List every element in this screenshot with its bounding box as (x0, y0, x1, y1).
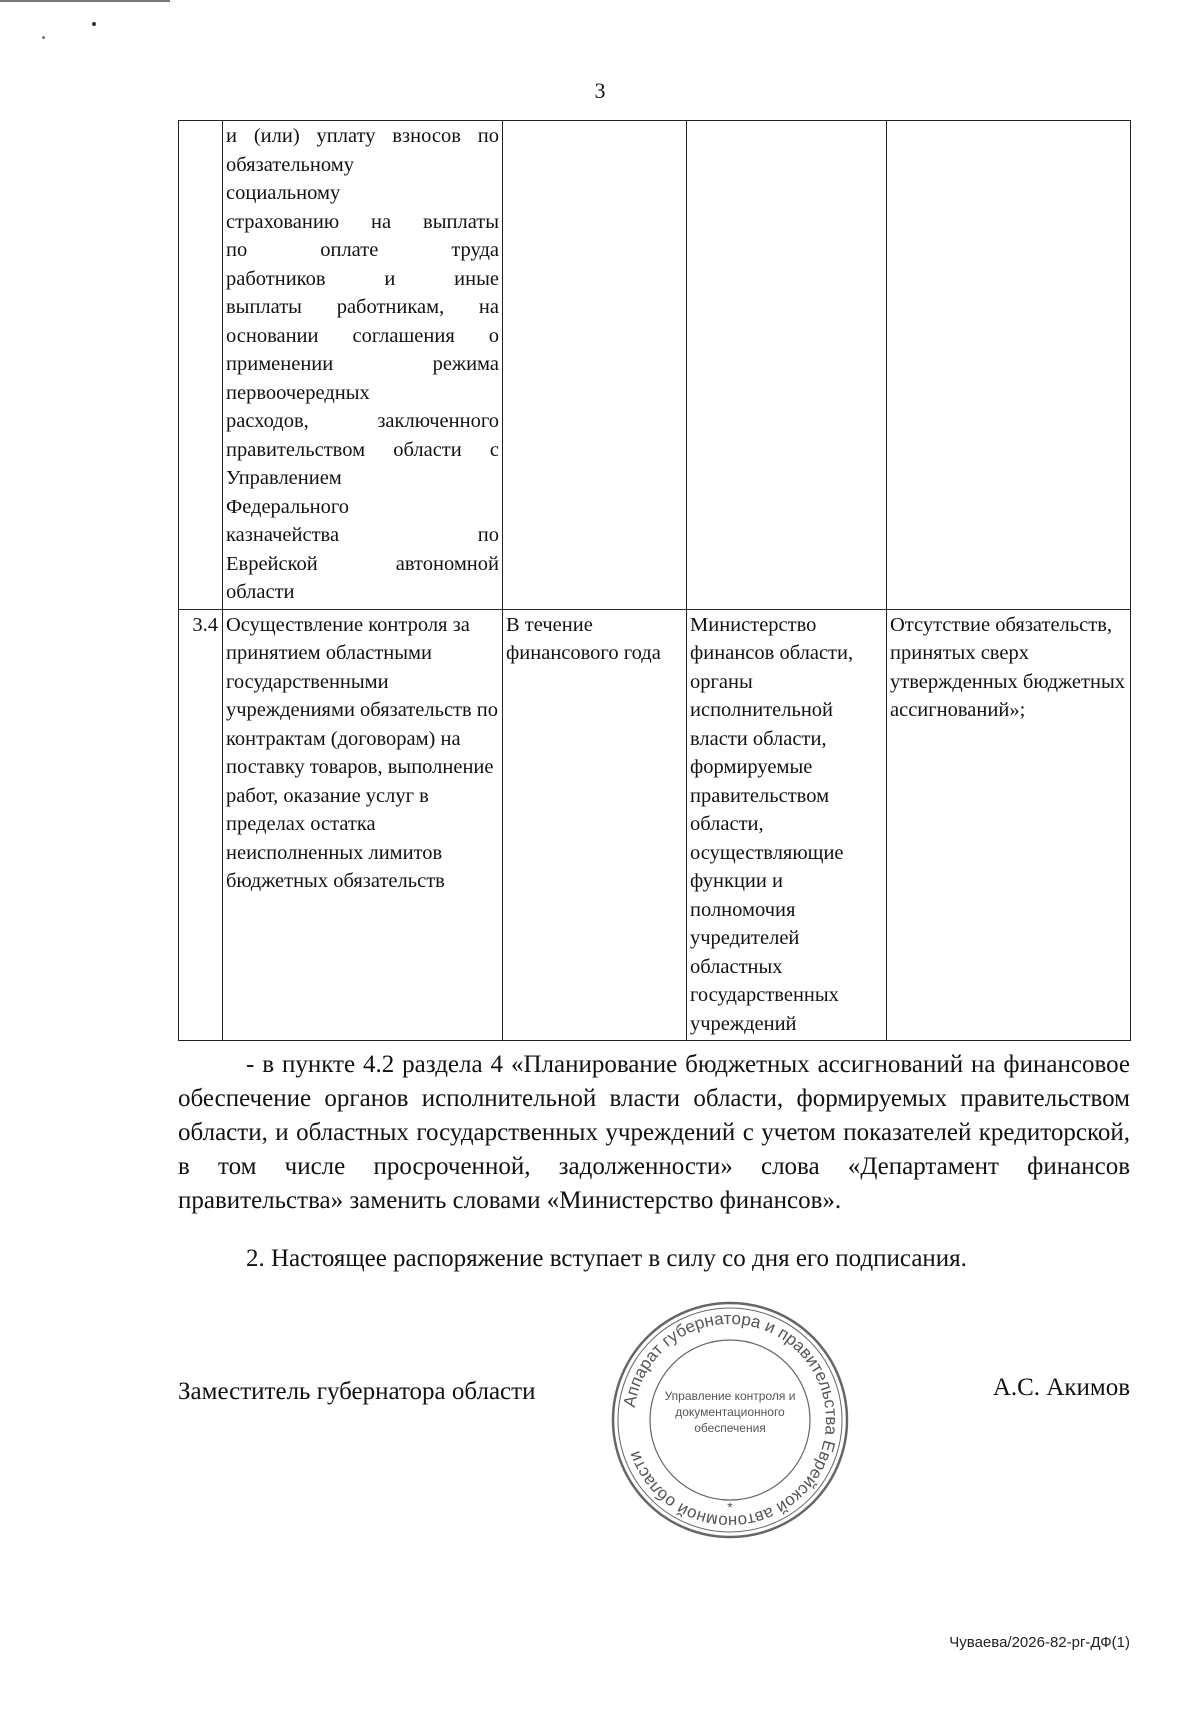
description-line: первоочередных (226, 381, 370, 404)
official-stamp (610, 1300, 850, 1540)
paragraph-effective: 2. Настоящее распоряжение вступает в силу со дня его подписания. (246, 1245, 967, 1272)
scan-dot (92, 22, 96, 26)
table-cell-number (179, 121, 223, 610)
description-line: обязательному (226, 153, 354, 176)
description-line: применении режима (226, 353, 499, 375)
row-deadline: В течение финансового года (503, 609, 687, 1041)
row-number: 3.4 (179, 609, 223, 1041)
stamp-center-line: Управление контроля и (664, 1389, 796, 1403)
page-number: 3 (594, 78, 606, 103)
stamp-center-line: документационного (675, 1405, 785, 1419)
description-line: казначейства по (226, 524, 499, 546)
description-line: социальному (226, 182, 341, 204)
description-line: страхованию на выплаты (226, 210, 499, 233)
document-code: Чуваева/2026-82-рг-ДФ(1) (949, 1634, 1130, 1651)
signature-name: А.С. Акимов (992, 1374, 1130, 1401)
description-line: Федерального (226, 495, 350, 518)
signature-title: Заместитель губернатора области (178, 1378, 536, 1405)
table-row (179, 609, 1131, 1041)
stamp-ring-text: Аппарат губернатора и правительства Еврейской автономной области (619, 1308, 842, 1532)
description-line: работников и иные (226, 267, 499, 290)
scan-mark (0, 0, 170, 2)
description-line: основании соглашения о (226, 324, 499, 347)
paragraph-amendment: - в пункте 4.2 раздела 4 «Планирование бюджетных ассигнований на финансовое обеспечение органов исполнительной власти области, формируемых правительством области, и областных государственных учреждений с учетом показателей кредиторской, в том числе просроченной, задолженности» слова «Департамент финансов правительства» заменить словами «Министерство финансов». (178, 1051, 1130, 1214)
row-responsible: Министерство финансов области, органы исполнительной власти области, формируемые правительством области, осуществляющие функции и полномочия учредителей областных государственных учреждений (687, 609, 887, 1041)
description-line: и (или) уплату взносов по (226, 125, 499, 147)
row-description: Осуществление контроля за принятием областными государственными учреждениями обязательств по контрактам (договорам) на поставку товаров, выполнение работ, оказание услуг в пределах остатка неисполненных лимитов бюджетных обязательств (223, 609, 503, 1041)
description-line: выплаты работникам, на (226, 296, 499, 318)
description-line: области (226, 581, 295, 603)
description-line: расходов, заключенного (226, 410, 499, 432)
description-line: правительством области с (226, 438, 499, 461)
stamp-center-line: обеспечения (694, 1421, 766, 1435)
scan-dot (42, 36, 45, 39)
table-cell-deadline (503, 121, 687, 610)
description-line: по оплате труда (226, 239, 499, 261)
table-row (179, 121, 1131, 610)
description-line: Управлением (226, 467, 342, 489)
table-cell-result (887, 121, 1131, 610)
table-cell-responsible (687, 121, 887, 610)
description-line: Еврейской автономной (226, 552, 499, 575)
table-cell-description (223, 121, 503, 610)
stamp-star-icon: * (727, 1499, 733, 1515)
measures-table (178, 120, 1131, 1041)
row-result: Отсутствие обязательств, принятых сверх утвержденных бюджетных ассигнований»; (887, 609, 1131, 1041)
